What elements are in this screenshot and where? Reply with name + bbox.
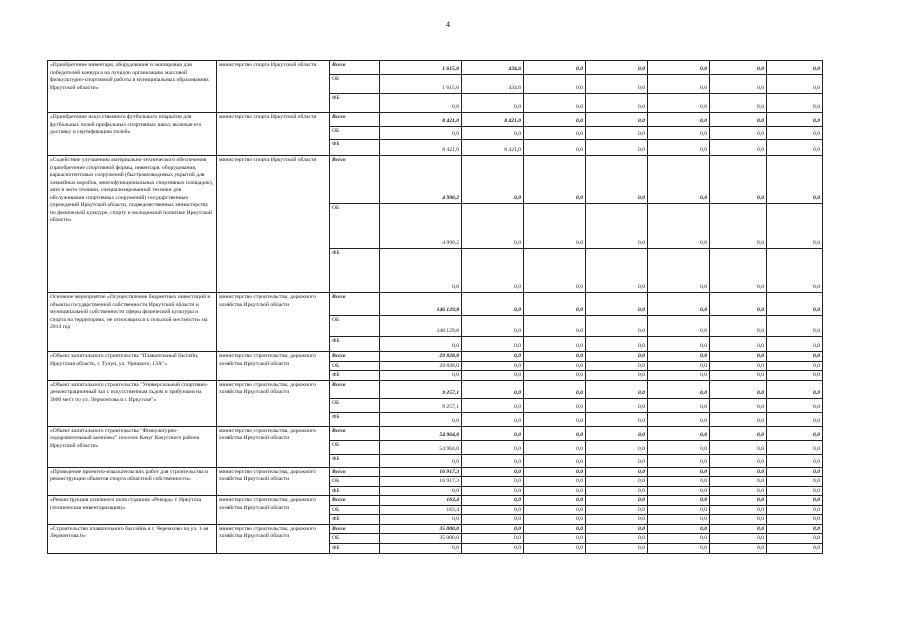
amount-cell: 163,4 <box>380 496 462 506</box>
amount-cell: 0,0 <box>586 140 648 156</box>
executor-cell: министерство спорта Иркутской области <box>217 156 330 293</box>
amount-cell: 0,0 <box>586 440 648 454</box>
funding-source-cell: ФБ <box>330 412 380 426</box>
amount-cell: 0,0 <box>710 371 767 381</box>
amount-cell: 0,0 <box>524 380 586 398</box>
amount-cell: 16 917,3 <box>380 477 462 487</box>
amount-cell: 0,0 <box>648 454 710 467</box>
table-row <box>48 352 823 362</box>
amount-cell: 0,0 <box>648 127 710 140</box>
amount-cell: 0,0 <box>380 249 462 293</box>
amount-cell: 0,0 <box>767 249 823 293</box>
amount-cell: 0,0 <box>380 127 462 140</box>
amount-cell: 0,0 <box>380 337 462 352</box>
table-row <box>48 61 823 75</box>
amount-cell: 0,0 <box>767 61 823 75</box>
amount-cell: 0,0 <box>586 337 648 352</box>
amount-cell: 0,0 <box>462 204 524 249</box>
amount-cell: 0,0 <box>586 94 648 113</box>
executor-cell: министерство строительства, дорожного хозяйства Иркутской области <box>217 380 330 426</box>
amount-cell: 0,0 <box>648 61 710 75</box>
amount-cell: 0,0 <box>648 204 710 249</box>
amount-cell: 0,0 <box>380 94 462 113</box>
amount-cell: 0,0 <box>710 156 767 204</box>
amount-cell: 0,0 <box>524 412 586 426</box>
amount-cell: 0,0 <box>462 534 524 544</box>
amount-cell: 0,0 <box>524 426 586 440</box>
measure-name-cell: «Содействие улучшению материально-технического обеспечения (приобретение спортивной формы, инвентаря, оборудования, каркаснотентовых сооружений (быстровозводимых укрытий для хоккейных коробок, многофункциональных спортивных площадок), авто и мото техники, специализированной техники для обслуживания спортивных сооружений) государственных учреждений Иркутской области, подведомственных министерству по физической культуре, спорту и молодежной политике Иркутской области» <box>48 156 217 293</box>
amount-cell: 0,0 <box>586 371 648 381</box>
amount-cell: 0,0 <box>462 293 524 316</box>
measure-name-cell: «Строительство плавательного бассейна в г. Черемхово по ул. 1-ая Лермонтова,6» <box>48 524 217 553</box>
amount-cell: 0,0 <box>586 61 648 75</box>
amount-cell: 0,0 <box>648 544 710 554</box>
amount-cell: 0,0 <box>767 412 823 426</box>
amount-cell: 0,0 <box>648 426 710 440</box>
amount-cell: 0,0 <box>524 477 586 487</box>
amount-cell: 0,0 <box>767 534 823 544</box>
amount-cell: 0,0 <box>710 361 767 371</box>
amount-cell: 0,0 <box>524 534 586 544</box>
amount-cell: 0,0 <box>710 293 767 316</box>
amount-cell: 0,0 <box>767 544 823 554</box>
amount-cell: 0,0 <box>767 204 823 249</box>
amount-cell: 0,0 <box>462 380 524 398</box>
amount-cell: 0,0 <box>710 467 767 477</box>
amount-cell: 0,0 <box>648 505 710 515</box>
measure-name-cell: «Проведение проектно-изыскательских работ для строительства и реконструкции объектов спорта областной собственности» <box>48 467 217 496</box>
amount-cell: 0,0 <box>462 94 524 113</box>
amount-cell: 0,0 <box>586 156 648 204</box>
amount-cell: 16 917,3 <box>380 467 462 477</box>
funding-source-cell: ФБ <box>330 371 380 381</box>
amount-cell: 0,0 <box>586 249 648 293</box>
amount-cell: 0,0 <box>767 75 823 94</box>
funding-source-cell: Всего <box>330 467 380 477</box>
amount-cell: 0,0 <box>462 156 524 204</box>
amount-cell: 0,0 <box>767 505 823 515</box>
funding-source-cell: Всего <box>330 61 380 75</box>
funding-source-cell: Всего <box>330 380 380 398</box>
amount-cell: 0,0 <box>710 496 767 506</box>
funding-source-cell: Всего <box>330 426 380 440</box>
amount-cell: 0,0 <box>524 316 586 337</box>
amount-cell: 0,0 <box>586 113 648 127</box>
measure-name-cell: Основное мероприятие «Осуществление бюджетных инвестиций в объекты государственной собственности Иркутской области и муниципальной собственности сферы физической культуры и спорта на территориях, не относящихся к сельской местности» на 2014 год <box>48 293 217 352</box>
amount-cell: 0,0 <box>648 352 710 362</box>
amount-cell: 0,0 <box>648 515 710 525</box>
funding-source-cell: Всего <box>330 352 380 362</box>
amount-cell: 0,0 <box>648 477 710 487</box>
amount-cell: 0,0 <box>586 454 648 467</box>
amount-cell: 0,0 <box>462 496 524 506</box>
funding-source-cell: ФБ <box>330 337 380 352</box>
amount-cell: 0,0 <box>524 544 586 554</box>
funding-source-cell: ФБ <box>330 140 380 156</box>
measure-name-cell: «Реконструкция основного поля стадиона «Рекорд» г. Иркутска (техническая инвентаризация)» <box>48 496 217 525</box>
amount-cell: 0,0 <box>586 127 648 140</box>
amount-cell: 0,0 <box>462 426 524 440</box>
amount-cell: 0,0 <box>462 515 524 525</box>
amount-cell: 0,0 <box>710 454 767 467</box>
amount-cell: 0,0 <box>648 156 710 204</box>
amount-cell: 163,4 <box>380 505 462 515</box>
funding-source-cell: ОБ <box>330 75 380 94</box>
amount-cell: 0,0 <box>586 515 648 525</box>
amount-cell: 0,0 <box>586 412 648 426</box>
amount-cell: 0,0 <box>380 544 462 554</box>
funding-source-cell: Всего <box>330 524 380 534</box>
amount-cell: 434,6 <box>462 75 524 94</box>
amount-cell: 0,0 <box>648 440 710 454</box>
amount-cell: 0,0 <box>586 496 648 506</box>
amount-cell: 0,0 <box>380 371 462 381</box>
amount-cell: 0,0 <box>648 249 710 293</box>
amount-cell: 0,0 <box>710 477 767 487</box>
executor-cell: министерство строительства, дорожного хозяйства Иркутской области <box>217 467 330 496</box>
measure-name-cell: «Объект капитального строительства "Физкультурно-оздоровительный комплекс" поселок Качуг Качугского района Иркутской области» <box>48 426 217 467</box>
amount-cell: 0,0 <box>380 412 462 426</box>
amount-cell: 0,0 <box>767 477 823 487</box>
amount-cell: 8 421,0 <box>462 113 524 127</box>
amount-cell: 4 990,2 <box>380 156 462 204</box>
amount-cell: 0,0 <box>710 352 767 362</box>
amount-cell: 0,0 <box>648 412 710 426</box>
amount-cell: 0,0 <box>767 426 823 440</box>
measure-name-cell: «Приобретение инвентаря, оборудования и экипировки для победителей конкурса на лучшую организацию массовой физкультурно-спортивной работы в муниципальных образованиях Иркутской области» <box>48 61 217 113</box>
funding-source-cell: ОБ <box>330 534 380 544</box>
funding-source-cell: Всего <box>330 156 380 204</box>
executor-cell: министерство спорта Иркутской области <box>217 61 330 113</box>
amount-cell: 0,0 <box>462 361 524 371</box>
table-row <box>48 380 823 398</box>
amount-cell: 4 990,2 <box>380 204 462 249</box>
amount-cell: 0,0 <box>648 380 710 398</box>
amount-cell: 0,0 <box>462 524 524 534</box>
amount-cell: 0,0 <box>524 361 586 371</box>
funding-source-cell: ОБ <box>330 440 380 454</box>
amount-cell: 54 964,0 <box>380 440 462 454</box>
amount-cell: 0,0 <box>710 544 767 554</box>
amount-cell: 434,6 <box>462 61 524 75</box>
amount-cell: 0,0 <box>524 61 586 75</box>
measure-name-cell: «Объект капитального строительства "Универсальный спортивно-демонстрационный зал с искусственным льдом и трибунами на 3000 мест по ул. Лермонтова в г. Иркутске"» <box>48 380 217 426</box>
amount-cell: 0,0 <box>767 380 823 398</box>
amount-cell: 0,0 <box>648 316 710 337</box>
amount-cell: 0,0 <box>462 337 524 352</box>
amount-cell: 0,0 <box>586 361 648 371</box>
amount-cell: 0,0 <box>586 524 648 534</box>
amount-cell: 0,0 <box>648 75 710 94</box>
funding-source-cell: ОБ <box>330 204 380 249</box>
amount-cell: 0,0 <box>524 156 586 204</box>
amount-cell: 35 000,0 <box>380 534 462 544</box>
amount-cell: 0,0 <box>710 412 767 426</box>
amount-cell: 0,0 <box>767 337 823 352</box>
funding-source-cell: ФБ <box>330 515 380 525</box>
executor-cell: министерство строительства, дорожного хозяйства Иркутской области <box>217 293 330 352</box>
amount-cell: 0,0 <box>710 515 767 525</box>
amount-cell: 0,0 <box>767 140 823 156</box>
amount-cell: 0,0 <box>648 486 710 496</box>
funding-source-cell: Всего <box>330 113 380 127</box>
amount-cell: 8 421,0 <box>380 113 462 127</box>
executor-cell: министерство строительства, дорожного хозяйства Иркутской области <box>217 426 330 467</box>
amount-cell: 0,0 <box>710 61 767 75</box>
amount-cell: 0,0 <box>462 398 524 412</box>
amount-cell: 0,0 <box>710 316 767 337</box>
amount-cell: 0,0 <box>462 454 524 467</box>
amount-cell: 0,0 <box>648 94 710 113</box>
amount-cell: 0,0 <box>767 496 823 506</box>
amount-cell: 0,0 <box>710 534 767 544</box>
amount-cell: 0,0 <box>586 467 648 477</box>
amount-cell: 0,0 <box>462 352 524 362</box>
amount-cell: 8 421,0 <box>380 140 462 156</box>
amount-cell: 0,0 <box>462 486 524 496</box>
amount-cell: 0,0 <box>648 293 710 316</box>
funding-source-cell: ФБ <box>330 486 380 496</box>
amount-cell: 0,0 <box>586 544 648 554</box>
table-row <box>48 467 823 477</box>
amount-cell: 0,0 <box>710 75 767 94</box>
amount-cell: 0,0 <box>462 371 524 381</box>
amount-cell: 54 964,0 <box>380 426 462 440</box>
amount-cell: 0,0 <box>586 316 648 337</box>
table-row <box>48 496 823 506</box>
funding-source-cell: ФБ <box>330 454 380 467</box>
amount-cell: 0,0 <box>524 293 586 316</box>
amount-cell: 0,0 <box>767 352 823 362</box>
amount-cell: 0,0 <box>710 140 767 156</box>
funding-source-cell: ФБ <box>330 94 380 113</box>
amount-cell: 0,0 <box>462 505 524 515</box>
amount-cell: 0,0 <box>462 249 524 293</box>
amount-cell: 0,0 <box>710 505 767 515</box>
amount-cell: 0,0 <box>710 486 767 496</box>
amount-cell: 0,0 <box>767 113 823 127</box>
table-row <box>48 426 823 440</box>
amount-cell: 0,0 <box>586 477 648 487</box>
amount-cell: 0,0 <box>710 113 767 127</box>
funding-source-cell: ОБ <box>330 505 380 515</box>
amount-cell: 0,0 <box>767 486 823 496</box>
amount-cell: 0,0 <box>524 140 586 156</box>
funding-source-cell: ФБ <box>330 249 380 293</box>
amount-cell: 0,0 <box>524 524 586 534</box>
amount-cell: 0,0 <box>710 337 767 352</box>
amount-cell: 0,0 <box>462 477 524 487</box>
amount-cell: 0,0 <box>586 486 648 496</box>
amount-cell: 0,0 <box>524 113 586 127</box>
amount-cell: 0,0 <box>767 524 823 534</box>
amount-cell: 0,0 <box>586 426 648 440</box>
amount-cell: 0,0 <box>648 140 710 156</box>
executor-cell: министерство спорта Иркутской области <box>217 113 330 156</box>
amount-cell: 0,0 <box>380 515 462 525</box>
amount-cell: 0,0 <box>767 515 823 525</box>
amount-cell: 9 257,1 <box>380 380 462 398</box>
amount-cell: 0,0 <box>710 398 767 412</box>
amount-cell: 0,0 <box>524 371 586 381</box>
amount-cell: 0,0 <box>648 467 710 477</box>
amount-cell: 0,0 <box>524 75 586 94</box>
amount-cell: 0,0 <box>710 204 767 249</box>
funding-source-cell: ОБ <box>330 316 380 337</box>
funding-source-cell: Всего <box>330 496 380 506</box>
amount-cell: 0,0 <box>586 505 648 515</box>
amount-cell: 0,0 <box>524 94 586 113</box>
amount-cell: 0,0 <box>524 454 586 467</box>
funding-source-cell: Всего <box>330 293 380 316</box>
amount-cell: 0,0 <box>524 496 586 506</box>
amount-cell: 0,0 <box>767 156 823 204</box>
amount-cell: 0,0 <box>462 412 524 426</box>
amount-cell: 1 615,0 <box>380 75 462 94</box>
amount-cell: 0,0 <box>648 398 710 412</box>
amount-cell: 0,0 <box>524 249 586 293</box>
amount-cell: 0,0 <box>524 440 586 454</box>
amount-cell: 0,0 <box>648 534 710 544</box>
amount-cell: 0,0 <box>648 496 710 506</box>
amount-cell: 0,0 <box>710 524 767 534</box>
amount-cell: 35 000,0 <box>380 524 462 534</box>
amount-cell: 146 129,8 <box>380 316 462 337</box>
executor-cell: министерство строительства, дорожного хозяйства Иркутской области <box>217 496 330 525</box>
amount-cell: 0,0 <box>524 337 586 352</box>
measure-name-cell: «Объект капитального строительства "Плавательный бассейн, Иркутская область, г. Тулун, ул. Урицкого, 13А"» <box>48 352 217 381</box>
page-number: 4 <box>446 20 450 29</box>
amount-cell: 0,0 <box>586 204 648 249</box>
amount-cell: 0,0 <box>767 293 823 316</box>
funding-source-cell: ОБ <box>330 361 380 371</box>
amount-cell: 0,0 <box>767 467 823 477</box>
funding-source-cell: ФБ <box>330 544 380 554</box>
amount-cell: 0,0 <box>767 94 823 113</box>
funding-source-cell: ОБ <box>330 477 380 487</box>
amount-cell: 0,0 <box>767 361 823 371</box>
amount-cell: 0,0 <box>648 361 710 371</box>
amount-cell: 0,0 <box>524 486 586 496</box>
amount-cell: 0,0 <box>710 94 767 113</box>
amount-cell: 0,0 <box>524 515 586 525</box>
amount-cell: 0,0 <box>767 398 823 412</box>
amount-cell: 0,0 <box>524 352 586 362</box>
amount-cell: 0,0 <box>380 454 462 467</box>
amount-cell: 0,0 <box>710 426 767 440</box>
amount-cell: 0,0 <box>462 127 524 140</box>
amount-cell: 0,0 <box>524 127 586 140</box>
table-body <box>48 61 823 554</box>
table-row <box>48 293 823 316</box>
amount-cell: 0,0 <box>586 380 648 398</box>
table-row <box>48 156 823 204</box>
amount-cell: 146 129,8 <box>380 293 462 316</box>
amount-cell: 29 828,0 <box>380 352 462 362</box>
amount-cell: 0,0 <box>710 440 767 454</box>
amount-cell: 0,0 <box>462 440 524 454</box>
amount-cell: 0,0 <box>524 467 586 477</box>
amount-cell: 0,0 <box>462 544 524 554</box>
amount-cell: 0,0 <box>586 293 648 316</box>
funding-source-cell: ОБ <box>330 398 380 412</box>
amount-cell: 0,0 <box>524 398 586 412</box>
amount-cell: 0,0 <box>767 454 823 467</box>
amount-cell: 0,0 <box>462 316 524 337</box>
amount-cell: 0,0 <box>586 398 648 412</box>
amount-cell: 0,0 <box>710 127 767 140</box>
amount-cell: 0,0 <box>462 467 524 477</box>
amount-cell: 0,0 <box>380 486 462 496</box>
amount-cell: 0,0 <box>586 75 648 94</box>
measure-name-cell: «Приобретение искусственного футбольного покрытия для футбольных полей профильных спортивных школ, включая его доставку и сертификацию полей» <box>48 113 217 156</box>
amount-cell: 0,0 <box>767 316 823 337</box>
executor-cell: министерство строительства, дорожного хозяйства Иркутской области <box>217 352 330 381</box>
amount-cell: 0,0 <box>524 204 586 249</box>
table-row <box>48 113 823 127</box>
amount-cell: 0,0 <box>524 505 586 515</box>
executor-cell: министерство строительства, дорожного хозяйства Иркутской области <box>217 524 330 553</box>
amount-cell: 0,0 <box>648 371 710 381</box>
amount-cell: 8 421,0 <box>462 140 524 156</box>
funding-source-cell: ОБ <box>330 127 380 140</box>
amount-cell: 0,0 <box>586 534 648 544</box>
amount-cell: 0,0 <box>648 113 710 127</box>
amount-cell: 0,0 <box>648 337 710 352</box>
amount-cell: 0,0 <box>767 440 823 454</box>
amount-cell: 0,0 <box>710 249 767 293</box>
amount-cell: 0,0 <box>648 524 710 534</box>
amount-cell: 0,0 <box>710 380 767 398</box>
amount-cell: 29 828,0 <box>380 361 462 371</box>
amount-cell: 1 615,0 <box>380 61 462 75</box>
amount-cell: 9 257,1 <box>380 398 462 412</box>
amount-cell: 0,0 <box>767 127 823 140</box>
budget-table <box>47 60 823 554</box>
table-row <box>48 524 823 534</box>
amount-cell: 0,0 <box>586 352 648 362</box>
amount-cell: 0,0 <box>767 371 823 381</box>
